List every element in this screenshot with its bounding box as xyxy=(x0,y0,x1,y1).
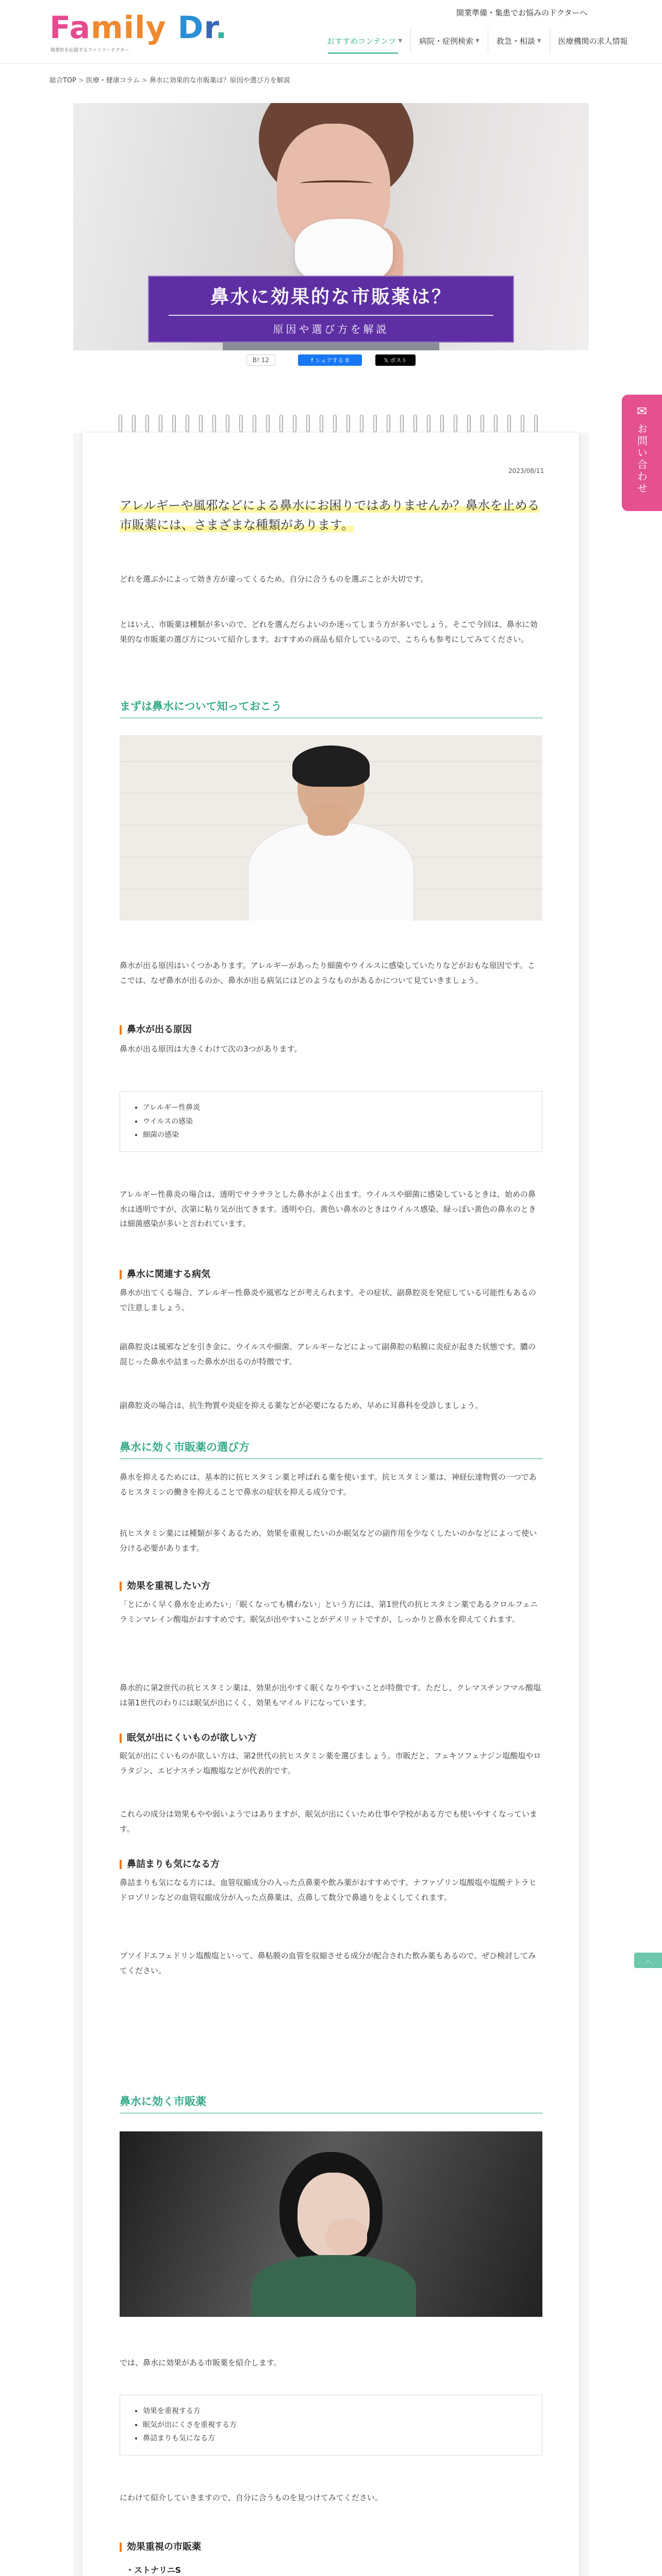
paragraph: 鼻水を抑えるためには、基本的に抗ヒスタミン薬と呼ばれる薬を使います。抗ヒスタミン薬は、神経伝達物質の一つであるヒスタミンの働きを抑えることで鼻水の症状を抑える成分です。 xyxy=(120,1472,537,1497)
list-item: • 鼻詰まりも気になる方 xyxy=(143,2432,526,2446)
section-heading-otc-medicines: 鼻水に効く市販薬 xyxy=(120,2093,542,2113)
hero-title-box xyxy=(148,276,514,343)
spiral-ring xyxy=(454,415,457,432)
logo-part-1: Fa xyxy=(49,10,91,46)
hero-title: 鼻水に効果的な市販薬は？ xyxy=(210,286,452,308)
spiral-ring xyxy=(212,415,216,432)
facebook-icon: f xyxy=(311,357,313,364)
spiral-ring xyxy=(440,415,444,432)
mail-icon: ✉ xyxy=(636,404,648,418)
x-icon: 𝕏 xyxy=(384,357,390,364)
nav-hospital-search[interactable] xyxy=(410,29,488,53)
spiral-ring xyxy=(427,415,431,432)
spiral-ring xyxy=(253,415,256,432)
spiral-ring xyxy=(132,415,136,432)
breadcrumb-separator: > xyxy=(78,77,84,84)
nav-active-indicator xyxy=(328,53,398,54)
paragraph: アレルギー性鼻炎の場合は、透明でサラサラとした鼻水がよく出ます。ウイルスや細菌に感染しているときは、始めの鼻水は透明ですが、次第に粘り気が出てきます。透明や白、黄色い鼻水のときはウイルス感染、緑っぽい黄色の鼻水のときは細菌感染が多いと言われています。 xyxy=(120,1190,536,1228)
spiral-ring xyxy=(266,415,270,432)
spiral-ring xyxy=(145,415,149,432)
paragraph: 鼻詰まりも気になる方には、血管収縮成分の入った点鼻薬や飲み薬がおすすめです。ナファゾリン塩酸塩や塩酸テトラヒドロゾリンなどの血管収縮成分が入った点鼻薬は、点鼻して数分で鼻通りをよくしてくれます。 xyxy=(120,1878,537,1902)
subheading-less-drowsy: 眠気が出にくいものが欲しい方 xyxy=(120,1734,542,1743)
spiral-ring xyxy=(494,415,498,432)
spiral-ring xyxy=(413,415,417,432)
contact-tab-label: お問い合わせ xyxy=(635,423,648,495)
photo-hand xyxy=(308,802,349,836)
x-post-label: ポスト xyxy=(390,357,407,364)
photo-hair xyxy=(292,745,370,787)
hatena-bookmark-button[interactable]: B! 12 xyxy=(246,354,275,366)
spiral-ring xyxy=(293,415,296,432)
spiral-ring xyxy=(186,415,189,432)
spiral-ring xyxy=(481,415,484,432)
subheading-effect-priority: 効果を重視したい方 xyxy=(120,1582,542,1591)
spiral-ring xyxy=(346,415,350,432)
paragraph: 鼻水が出る原因はいくつかあります。アレルギーがあったり細菌やウイルスに感染していたりなどがおもな原因です。ここでは、なぜ鼻水が出るのか、鼻水が出る病気にはどのようなものがあるかについて見ていきましょう。 xyxy=(120,961,535,985)
photo-body xyxy=(251,2255,416,2317)
facebook-share-label: シェアする 0 xyxy=(315,357,349,364)
nav-recommended[interactable] xyxy=(319,29,410,53)
list-item: • 効果を重視する方 xyxy=(143,2404,526,2418)
nav-label: 救急・相談 xyxy=(496,36,535,46)
paragraph: 鼻水が出る原因は大きくわけて次の3つがあります。 xyxy=(120,1044,302,1054)
nav-label: 医療機関の求人情報 xyxy=(558,36,628,46)
paragraph: 副鼻腔炎の場合は、抗生物質や炎症を抑える薬などが必要になるため、早めに耳鼻科を受診しましょう。 xyxy=(120,1401,483,1410)
photo-hand xyxy=(326,2219,367,2255)
breadcrumb-home[interactable]: 総合TOP xyxy=(49,77,77,84)
hero-photo-eyes xyxy=(300,180,372,187)
spiral-ring xyxy=(279,415,283,432)
article-lead xyxy=(120,496,542,535)
logo-part-4: r xyxy=(204,10,216,46)
paragraph: にわけて紹介していきますので、自分に合うものを見つけてみてください。 xyxy=(120,2493,383,2502)
logo-part-5: . xyxy=(215,10,228,46)
spiral-ring xyxy=(467,415,471,432)
logo-part-3: D xyxy=(166,10,204,46)
chevron-down-icon: ▼ xyxy=(475,38,479,44)
photo-shirt xyxy=(249,823,413,921)
main-nav xyxy=(319,29,636,53)
paragraph: では、鼻水に効果がある市販薬を紹介します。 xyxy=(120,2358,282,2367)
page-top-button[interactable] xyxy=(634,1953,662,1968)
breadcrumb-current: 鼻水に効果的な市販薬は？原因や選び方を解説 xyxy=(149,77,290,84)
hero-title-divider xyxy=(169,315,493,316)
paragraph: とはいえ、市販薬は種類が多いので、どれを選んだらよいのか迷ってしまう方が多いでしょう。そこで今回は、鼻水に効果的な市販薬の選び方について紹介します。おすすめの商品も紹介しているので、こちらも参考にしてみてください。 xyxy=(120,620,538,644)
nav-emergency[interactable] xyxy=(488,29,550,53)
chevron-up-icon: ︿ xyxy=(644,1957,652,1965)
subheading-nasal-congestion: 鼻詰まりも気になる方 xyxy=(120,1860,542,1869)
paragraph: 鼻水的に第2世代の抗ヒスタミン薬は、効果が出やすく眠くなりやすいことが特徴です。ただし、クレマスチンフマル酸塩は第1世代のわりには眠気が出にくく、効果もマイルドになっています。 xyxy=(120,1683,541,1707)
nav-label: 病院・症例検索 xyxy=(419,36,474,46)
section-heading-how-to-choose: 鼻水に効く市販薬の選び方 xyxy=(120,1439,542,1459)
paragraph: どれを選ぶかによって効き方が違ってくるため、自分に合うものを選ぶことが大切です。 xyxy=(120,574,428,584)
section-heading-about-runny-nose: まずは鼻水について知っておこう xyxy=(120,698,542,718)
list-item: • ウイルスの感染 xyxy=(143,1115,526,1129)
breadcrumb xyxy=(49,75,290,84)
spiral-ring xyxy=(373,415,377,432)
product-name: ・ストナリニS xyxy=(126,2565,181,2575)
list-item: • 細菌の感染 xyxy=(143,1128,526,1142)
paragraph: 副鼻腔炎は風邪などを引き金に、ウイルスや細菌、アレルギーなどによって副鼻腔の粘膜に炎症が起きた状態です。膿の混じった鼻水や詰まった鼻水が出るのが特徴です。 xyxy=(120,1342,536,1366)
paragraph: 「とにかく早く鼻水を止めたい」「眠くなっても構わない」という方には、第1世代の抗ヒスタミン薬であるクロルフェニラミンマレイン酸塩がおすすめです。眠気が出やすいことがデメリットですが、しっかりと鼻水を抑えてくれます。 xyxy=(120,1600,538,1624)
spiral-ring xyxy=(521,415,524,432)
spiral-ring xyxy=(333,415,337,432)
spiral-ring xyxy=(387,415,390,432)
spiral-ring xyxy=(306,415,310,432)
paragraph: 眠気が出にくいものが欲しい方は、第2世代の抗ヒスタミン薬を選びましょう。市販だと、フェキソフェナジン塩酸塩やロラタジン、エピナスチン塩酸塩などが代表的です。 xyxy=(120,1751,541,1775)
subheading-effect-medicines: 効果重視の市販薬 xyxy=(120,2543,542,2552)
woman-covering-nose-photo xyxy=(120,2131,542,2317)
paragraph: プソイドエフェドリン塩酸塩といって、鼻粘膜の血管を収縮させる成分が配合された飲み薬もあるので、ぜひ検討してみてください。 xyxy=(120,1951,536,1975)
spiral-ring xyxy=(320,415,323,432)
site-header xyxy=(0,0,662,64)
paragraph: これらの成分は効果もやや弱いようではありますが、眠気が出にくいため仕事や学校がある方でも使いやすくなっています。 xyxy=(120,1809,538,1834)
breadcrumb-separator: > xyxy=(141,77,147,84)
article-lead-text: アレルギーや風邪などによる鼻水にお困りではありませんか？鼻水を止める市販薬には、さまざまな種類があります。 xyxy=(120,498,540,533)
spiral-ring xyxy=(172,415,176,432)
breadcrumb-column[interactable]: 医療・健康コラム xyxy=(86,77,140,84)
spiral-ring xyxy=(534,415,538,432)
spiral-ring xyxy=(226,415,229,432)
paragraph: 鼻水が出てくる場合、アレルギー性鼻炎や風邪などが考えられます。その症状、副鼻腔炎を発症している可能性もあるので注意しましょう。 xyxy=(120,1288,536,1312)
hero-subtitle: 原因や選び方を解説 xyxy=(273,323,389,335)
spiral-ring xyxy=(400,415,404,432)
medicine-types-list xyxy=(120,2395,542,2455)
spiral-ring xyxy=(360,415,363,432)
causes-list xyxy=(120,1091,542,1152)
subheading-causes: 鼻水が出る原因 xyxy=(120,1025,542,1035)
spiral-ring xyxy=(199,415,203,432)
list-item: • 眠気が出にくさを重視する方 xyxy=(143,2418,526,2432)
list-item: • アレルギー性鼻炎 xyxy=(143,1101,526,1115)
x-post-button[interactable] xyxy=(375,354,416,366)
article-date: 2023/08/11 xyxy=(508,467,544,474)
nav-label: おすすめコンテンツ xyxy=(327,36,396,46)
contact-tab-button[interactable] xyxy=(622,395,662,511)
logo-part-2: mily xyxy=(90,10,167,46)
logo-subtitle: 開業医を応援するファミリードクター xyxy=(51,48,129,53)
facebook-share-button[interactable] xyxy=(298,354,362,366)
spiral-ring xyxy=(507,415,511,432)
spiral-ring xyxy=(119,415,122,432)
hero-image xyxy=(73,103,589,350)
nav-jobs[interactable] xyxy=(550,29,636,53)
site-logo[interactable] xyxy=(49,10,228,46)
spiral-ring xyxy=(159,415,162,432)
chevron-down-icon: ▼ xyxy=(398,38,403,44)
man-blowing-nose-photo xyxy=(120,735,542,921)
subheading-related-diseases: 鼻水に関連する病気 xyxy=(120,1270,542,1279)
chevron-down-icon: ▼ xyxy=(537,38,541,44)
notebook-spiral xyxy=(119,415,540,435)
paragraph: 抗ヒスタミン薬には種類が多くあるため、効果を重視したいのか眠気などの副作用を少なくしたいのかなどによって使い分ける必要があります。 xyxy=(120,1529,537,1553)
spiral-ring xyxy=(239,415,243,432)
header-tagline-link[interactable]: 開業準備・集患でお悩みのドクターへ xyxy=(456,8,588,18)
